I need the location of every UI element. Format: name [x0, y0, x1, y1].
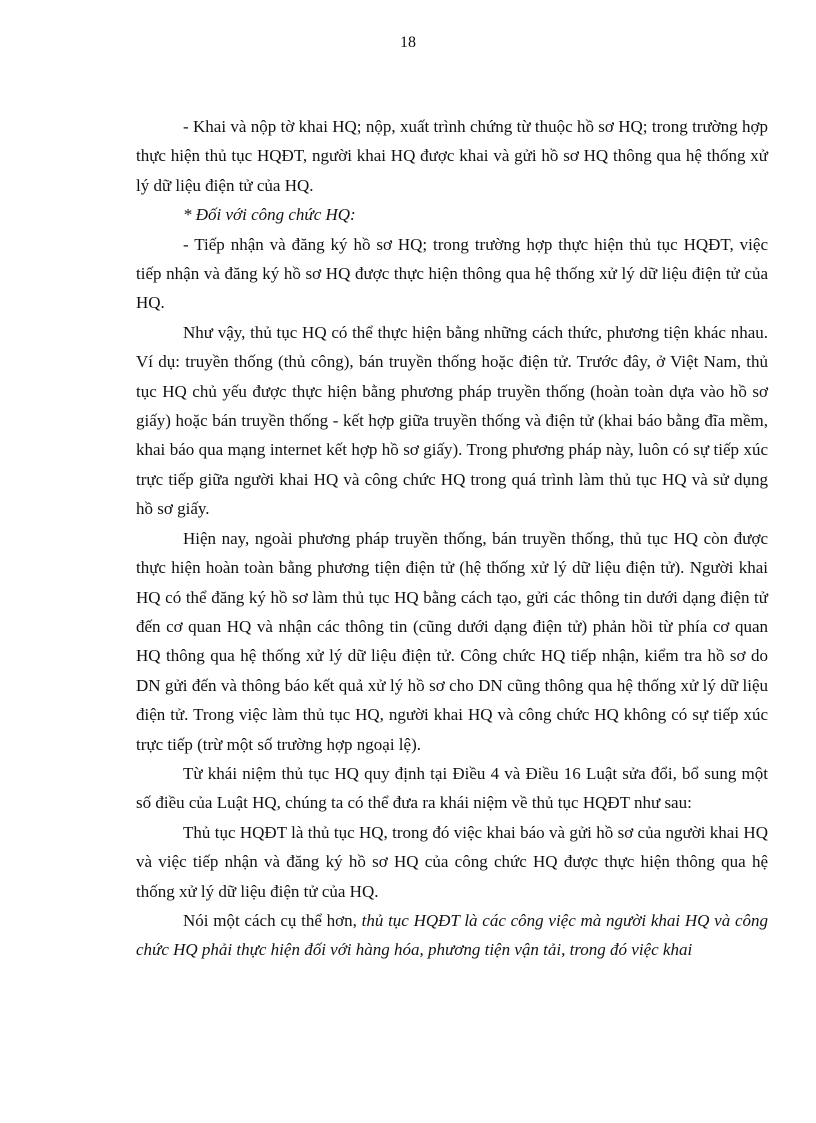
paragraph-from-concept: Từ khái niệm thủ tục HQ quy định tại Điều 4 và Điều 16 Luật sửa đổi, bổ sung một số điều của Luật HQ, chúng ta có thể đưa ra khái niệm về thủ tục HQĐT như sau: — [136, 763, 768, 813]
paragraph-lead-text: Nói một cách cụ thể hơn, — [183, 910, 362, 930]
paragraph-officer-duties: - Tiếp nhận và đăng ký hồ sơ HQ; trong trường hợp thực hiện thủ tục HQĐT, việc tiếp nhận và đăng ký hồ sơ HQ được thực hiện thông qua hệ thống xử lý dữ liệu điện tử của HQ. — [136, 234, 768, 313]
subheading-customs-officer: * Đối với công chức HQ: — [183, 205, 356, 225]
paragraph-specific-definition — [136, 906, 768, 965]
body-text — [136, 112, 768, 965]
page-number: 18 — [400, 34, 416, 51]
paragraph-italic-text: thủ tục HQĐT là các công việc mà người khai HQ và công chức HQ phải thực hiện đối với hàng hóa, phương tiện vận tải, trong đó việc khai — [136, 910, 768, 960]
paragraph-methods: Như vậy, thủ tục HQ có thể thực hiện bằng những cách thức, phương tiện khác nhau. Ví dụ: truyền thống (thủ công), bán truyền thống hoặc điện tử. Trước đây, ở Việt Nam, thủ tục HQ chủ yếu được thực hiện bằng phương pháp truyền thống (hoàn toàn dựa vào hồ sơ giấy) hoặc bán truyền thống - kết hợp giữa truyền thống và điện tử (khai báo bằng đĩa mềm, khai báo qua mạng internet kết hợp hồ sơ giấy). Trong phương pháp này, luôn có sự tiếp xúc trực tiếp giữa người khai HQ và công chức HQ trong quá trình làm thủ tục HQ và sử dụng hồ sơ giấy. — [136, 322, 768, 519]
paragraph-electronic-now: Hiện nay, ngoài phương pháp truyền thống, bán truyền thống, thủ tục HQ còn được thực hiện hoàn toàn bằng phương tiện điện tử (hệ thống xử lý dữ liệu điện tử). Người khai HQ có thể đăng ký hồ sơ làm thủ tục HQ bằng cách tạo, gửi các thông tin dưới dạng điện tử đến cơ quan HQ và nhận các thông tin (cũng dưới dạng điện tử) phản hồi từ phía cơ quan HQ thông qua hệ thống xử lý dữ liệu điện tử. Công chức HQ tiếp nhận, kiểm tra hồ sơ do DN gửi đến và thông báo kết quả xử lý hồ sơ cho DN cũng thông qua hệ thống xử lý dữ liệu điện tử. Trong việc làm thủ tục HQ, người khai HQ và công chức HQ không có sự tiếp xúc trực tiếp (trừ một số trường hợp ngoại lệ). — [136, 528, 768, 754]
paragraph-declarant-duties: - Khai và nộp tờ khai HQ; nộp, xuất trình chứng từ thuộc hồ sơ HQ; trong trường hợp thực hiện thủ tục HQĐT, người khai HQ được khai và gửi hồ sơ HQ thông qua hệ thống xử lý dữ liệu điện tử của HQ. — [136, 117, 768, 195]
paragraph-definition: Thủ tục HQĐT là thủ tục HQ, trong đó việc khai báo và gửi hồ sơ của người khai HQ và việc tiếp nhận và đăng ký hồ sơ HQ của công chức HQ được thực hiện thông qua hệ thống xử lý dữ liệu điện tử của HQ. — [136, 822, 768, 901]
